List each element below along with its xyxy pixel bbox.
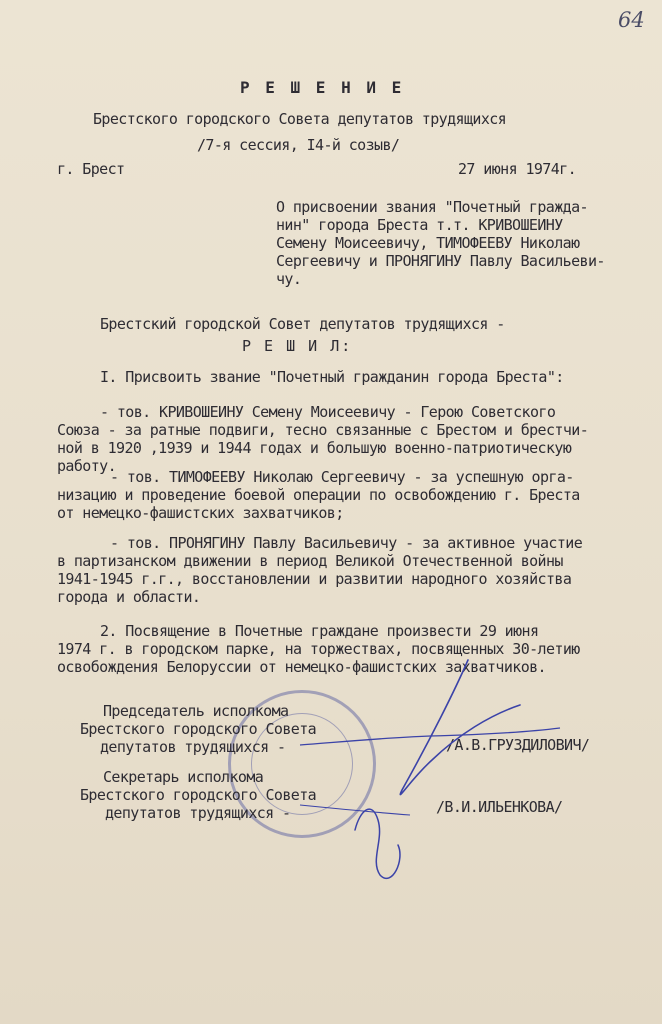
secretary-signature-stroke — [300, 805, 410, 815]
secretary-signature-stroke — [355, 809, 400, 878]
item3-line: - тов. ПРОНЯГИНУ Павлу Васильевичу - за активное участие — [110, 534, 583, 552]
item3-line: города и области. — [57, 588, 201, 606]
place: г. Брест — [57, 160, 125, 178]
item2-line: от немецко-фашистских захватчиков; — [57, 504, 344, 522]
point2-line: 2. Посвящение в Почетные граждане произвести 29 июня — [100, 622, 539, 640]
council-line: Брестский городской Совет депутатов трудящихся - — [100, 315, 505, 333]
secretary-name: /В.И.ИЛЬЕНКОВА/ — [436, 798, 563, 816]
subject-line: нин" города Бреста т.т. КРИВОШЕИНУ — [276, 216, 563, 234]
item3-line: 1941-1945 г.г., восстановлении и развитии народного хозяйства — [57, 570, 572, 588]
decided-heading: Р Е Ш И Л: — [242, 337, 353, 355]
item1-line: - тов. КРИВОШЕИНУ Семену Моисеевичу - Герою Советского — [100, 403, 556, 421]
date: 27 июня 1974г. — [458, 160, 577, 178]
item2-line: низацию и проведение боевой операции по освобождению г. Бреста — [57, 486, 580, 504]
subject-line: чу. — [276, 270, 302, 288]
subject-line: Семену Моисеевичу, ТИМОФЕЕВУ Николаю — [276, 234, 580, 252]
chairman-title-line: Председатель исполкома — [103, 702, 289, 720]
chairman-signature-stroke — [300, 728, 560, 745]
secretary-title-line: депутатов трудящихся - — [105, 804, 291, 822]
chairman-title-line: Брестского городского Совета — [80, 720, 317, 738]
point2-line: 1974 г. в городском парке, на торжествах, посвященных 30-летию — [57, 640, 580, 658]
item3-line: в партизанском движении в период Великой Отечественной войны — [57, 552, 563, 570]
document-title: Р Е Ш Е Н И Е — [240, 78, 405, 97]
page-number: 64 — [618, 8, 645, 32]
point2-line: освобождения Белоруссии от немецко-фашистских захватчиков. — [57, 658, 546, 676]
secretary-title-line: Секретарь исполкома — [103, 768, 264, 786]
item1-line: ной в 1920 ,1939 и 1944 годах и большую военно-патриотическую — [57, 439, 572, 457]
chairman-signature-stroke — [400, 660, 520, 795]
item1-line: Союза - за ратные подвиги, тесно связанные с Брестом и брестчи- — [57, 421, 589, 439]
subject-line: О присвоении звания "Почетный гражда- — [276, 198, 588, 216]
point1-heading: I. Присвоить звание "Почетный гражданин города Бреста": — [100, 368, 564, 386]
session-line: /7-я сессия, I4-й созыв/ — [197, 136, 400, 154]
document-subtitle: Брестского городского Совета депутатов трудящихся — [93, 110, 507, 128]
chairman-title-line: депутатов трудящихся - — [100, 738, 286, 756]
secretary-title-line: Брестского городского Совета — [80, 786, 317, 804]
chairman-name: /А.В.ГРУЗДИЛОВИЧ/ — [446, 736, 590, 754]
subject-line: Сергеевичу и ПРОНЯГИНУ Павлу Васильеви- — [276, 252, 605, 270]
item2-line: - тов. ТИМОФЕЕВУ Николаю Сергеевичу - за успешную орга- — [110, 468, 574, 486]
item1-line: работу. — [57, 457, 117, 475]
